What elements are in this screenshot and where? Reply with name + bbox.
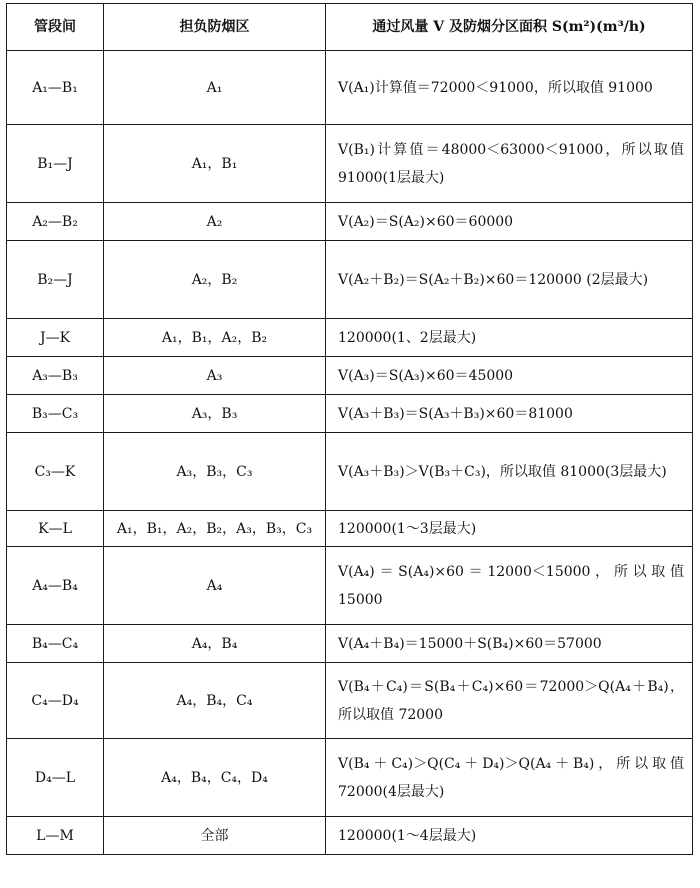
zones-cell: A₁，B₁，A₂，B₂，A₃，B₃，C₃ — [104, 511, 326, 547]
zones-cell: A₁ — [104, 51, 326, 125]
table-row — [7, 125, 693, 203]
zones-cell: A₄，B₄ — [104, 625, 326, 663]
airflow-cell: 120000(1～3层最大) — [326, 511, 693, 547]
smoke-exhaust-airflow-table — [6, 3, 693, 855]
airflow-cell: V(A₂＋B₂)＝S(A₂＋B₂)×60＝120000 (2层最大) — [326, 241, 693, 319]
table-row — [7, 395, 693, 433]
airflow-cell: V(A₃)＝S(A₃)×60＝45000 — [326, 357, 693, 395]
segment-cell: A₂—B₂ — [7, 203, 104, 241]
zones-cell: A₁，B₁，A₂，B₂ — [104, 319, 326, 357]
segment-cell: D₄—L — [7, 739, 104, 817]
table-row — [7, 433, 693, 511]
zones-cell: A₃，B₃，C₃ — [104, 433, 326, 511]
table-row — [7, 319, 693, 357]
airflow-cell: V(B₁)计算值＝48000＜63000＜91000，所以取值 91000(1层最大) — [326, 125, 693, 203]
table-row — [7, 357, 693, 395]
table-row — [7, 203, 693, 241]
airflow-cell: 120000(1、2层最大) — [326, 319, 693, 357]
segment-cell: B₁—J — [7, 125, 104, 203]
segment-cell: B₂—J — [7, 241, 104, 319]
zones-cell: A₃ — [104, 357, 326, 395]
segment-cell: C₄—D₄ — [7, 663, 104, 739]
table-row — [7, 625, 693, 663]
segment-cell: L—M — [7, 817, 104, 855]
zones-cell: A₃，B₃ — [104, 395, 326, 433]
zones-cell: A₄，B₄，C₄，D₄ — [104, 739, 326, 817]
header-airflow: 通过风量 V 及防烟分区面积 S(m²)(m³/h) — [326, 4, 693, 51]
table-row — [7, 547, 693, 625]
table-row — [7, 241, 693, 319]
airflow-cell: V(A₂)＝S(A₂)×60＝60000 — [326, 203, 693, 241]
zones-cell: A₄，B₄，C₄ — [104, 663, 326, 739]
segment-cell: J—K — [7, 319, 104, 357]
segment-cell: A₁—B₁ — [7, 51, 104, 125]
table-row — [7, 739, 693, 817]
airflow-cell: V(A₃＋B₃)＞V(B₃＋C₃)，所以取值 81000(3层最大) — [326, 433, 693, 511]
table-row — [7, 817, 693, 855]
segment-cell: B₃—C₃ — [7, 395, 104, 433]
table-row — [7, 511, 693, 547]
zones-cell: A₂ — [104, 203, 326, 241]
zones-cell: A₄ — [104, 547, 326, 625]
segment-cell: A₃—B₃ — [7, 357, 104, 395]
header-segment: 管段间 — [7, 4, 104, 51]
airflow-cell: 120000(1～4层最大) — [326, 817, 693, 855]
airflow-cell: V(A₄)＝S(A₄)×60＝12000＜15000，所以取值 15000 — [326, 547, 693, 625]
header-zones: 担负防烟区 — [104, 4, 326, 51]
airflow-cell: V(B₄＋C₄)＝S(B₄＋C₄)×60＝72000＞Q(A₄＋B₄)，所以取值 72000 — [326, 663, 693, 739]
segment-cell: K—L — [7, 511, 104, 547]
segment-cell: B₄—C₄ — [7, 625, 104, 663]
segment-cell: C₃—K — [7, 433, 104, 511]
airflow-cell: V(A₁)计算值＝72000＜91000，所以取值 91000 — [326, 51, 693, 125]
zones-cell: 全部 — [104, 817, 326, 855]
zones-cell: A₁，B₁ — [104, 125, 326, 203]
table-row — [7, 663, 693, 739]
airflow-cell: V(A₄＋B₄)＝15000＋S(B₄)×60＝57000 — [326, 625, 693, 663]
table-header-row — [7, 4, 693, 51]
table-row — [7, 51, 693, 125]
airflow-cell: V(B₄＋C₄)＞Q(C₄＋D₄)＞Q(A₄＋B₄)，所以取值 72000(4层最大) — [326, 739, 693, 817]
segment-cell: A₄—B₄ — [7, 547, 104, 625]
airflow-cell: V(A₃＋B₃)＝S(A₃＋B₃)×60＝81000 — [326, 395, 693, 433]
zones-cell: A₂，B₂ — [104, 241, 326, 319]
